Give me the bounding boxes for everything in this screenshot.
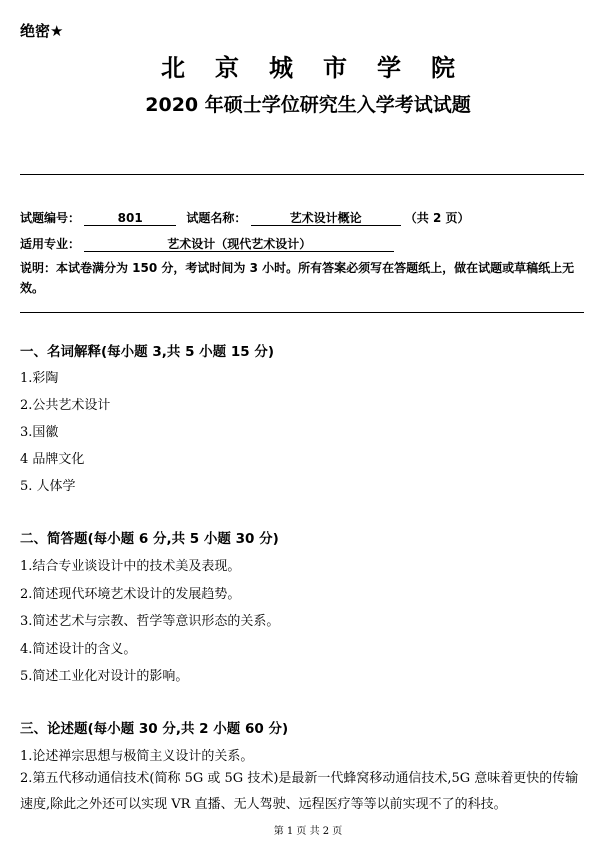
list-item: 5. 人体学 [20, 479, 76, 494]
pages-label: （共 2 页） [404, 211, 470, 225]
school-name: 北京城市学院 [161, 54, 485, 82]
code-value: 801 [84, 211, 176, 226]
list-item: 4.简述设计的含义。 [20, 642, 137, 657]
list-item: 2.简述现代环境艺术设计的发展趋势。 [20, 587, 241, 602]
list-item: 3.简述艺术与宗教、哲学等意识形态的关系。 [20, 614, 280, 629]
page-indicator: 第 1 页 共 2 页 [273, 826, 343, 837]
list-item: 4 品牌文化 [20, 452, 85, 467]
instructions-divider [20, 312, 584, 313]
list-item: 5.简述工业化对设计的影响。 [20, 669, 189, 684]
major-value: 艺术设计（现代艺术设计） [84, 237, 394, 252]
exam-instructions: 说明：本试卷满分为 150 分，考试时间为 3 小时。所有答案必须写在答题纸上，做在试题或草稿纸上无效。 [20, 261, 575, 295]
section-heading: 一、名词解释(每小题 3,共 5 小题 15 分) [20, 344, 275, 360]
list-item: 2.公共艺术设计 [20, 398, 111, 413]
list-item: 2.第五代移动通信技术(简称 5G 或 5G 技术)是最新一代蜂窝移动通信技术,5G 意味着更快的传输速度,除此之外还可以实现 VR 直播、无人驾驶、远程医疗等等以前实现不了的科技。 [20, 771, 579, 812]
section-heading: 二、简答题(每小题 6 分,共 5 小题 30 分) [20, 531, 279, 547]
header-divider [20, 174, 584, 175]
name-value: 艺术设计概论 [251, 211, 401, 226]
exam-meta-row [20, 209, 470, 226]
list-item: 1.彩陶 [20, 371, 59, 386]
list-item: 1.结合专业谈设计中的技术美及表现。 [20, 559, 241, 574]
secret-label: 绝密★ [20, 22, 64, 40]
code-label: 试题编号： [20, 211, 81, 225]
major-label: 适用专业： [20, 237, 81, 251]
list-item: 3.国徽 [20, 425, 59, 440]
list-item: 1.论述禅宗思想与极简主义设计的关系。 [20, 749, 254, 764]
name-label: 试题名称： [186, 211, 247, 225]
section-heading: 三、论述题(每小题 30 分,共 2 小题 60 分) [20, 721, 289, 737]
exam-title: 2020 年硕士学位研究生入学考试试题 [145, 94, 471, 116]
major-row [20, 235, 394, 252]
